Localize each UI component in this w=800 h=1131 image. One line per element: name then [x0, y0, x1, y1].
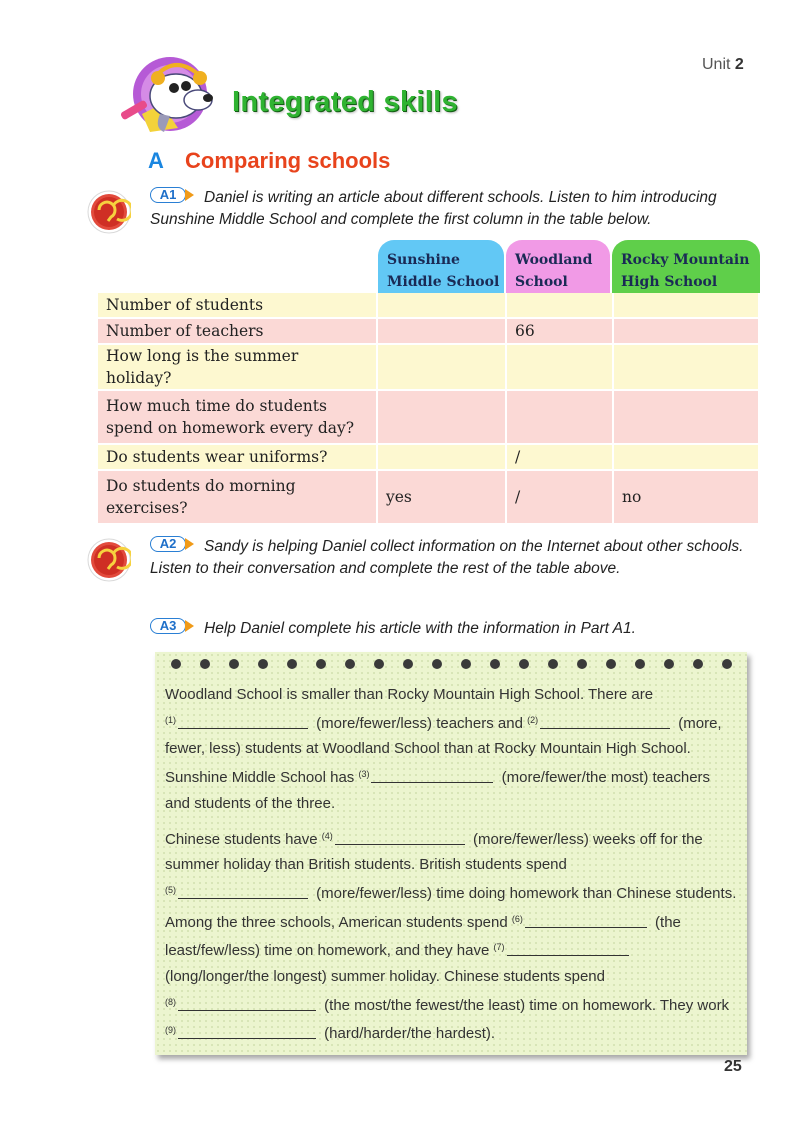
unit-label: Unit 2 — [702, 56, 744, 73]
notepad-hole-icon — [229, 659, 239, 669]
notepad-hole-icon — [374, 659, 384, 669]
comparison-table — [98, 293, 760, 525]
play-arrow-icon — [185, 620, 194, 632]
a3-badge: A3 — [150, 618, 196, 636]
section-heading: Integrated skills — [232, 86, 458, 118]
answer-blank-5[interactable] — [178, 884, 308, 899]
notepad-hole-icon — [664, 659, 674, 669]
answer-blank-8[interactable] — [178, 996, 316, 1011]
table-row — [98, 444, 759, 470]
section-title: Comparing schools — [185, 148, 391, 173]
table-cell[interactable] — [506, 293, 613, 318]
notepad-hole-icon — [577, 659, 587, 669]
row-label: Do students do morning exercises? — [98, 470, 377, 524]
article-paragraph-1: Woodland School is smaller than Rocky Mountain High School. There are $^{(1)}$ (more/fewer/less) teachers and $^{(2)}$ (more, fewer, less) students at Woodland School than at Rocky Mountain High School. Sunshine Middle School has $^{(3)}$ (more/fewer/the most) teachers and students of the three. — [165, 686, 722, 812]
row-label: Number of teachers — [98, 318, 377, 344]
notepad-hole-icon — [548, 659, 558, 669]
notepad-hole-icon — [171, 659, 181, 669]
notepad-hole-icon — [200, 659, 210, 669]
table-row — [98, 390, 759, 444]
table-cell[interactable] — [506, 344, 613, 390]
unit-number: 2 — [734, 56, 744, 73]
table-cell[interactable] — [377, 293, 506, 318]
notepad-hole-icon — [432, 659, 442, 669]
table-cell[interactable]: / — [506, 444, 613, 470]
notepad-hole-icon — [316, 659, 326, 669]
page-number: 25 — [724, 1058, 742, 1075]
answer-blank-7[interactable] — [507, 941, 629, 956]
a1-badge: A1 — [150, 187, 196, 205]
column-header-woodland: Woodland School — [506, 240, 610, 293]
table-row — [98, 344, 759, 390]
answer-blank-1[interactable] — [178, 714, 308, 729]
a2-instruction: A2 Sandy is helping Daniel collect information on the Internet about other schools. Listen to their conversation and complete the rest of the table above. — [150, 536, 744, 577]
article-text — [165, 682, 737, 1047]
notepad-hole-icon — [490, 659, 500, 669]
table-cell[interactable]: no — [613, 470, 759, 524]
table-cell[interactable]: 66 — [506, 318, 613, 344]
notepad-hole-icon — [403, 659, 413, 669]
play-arrow-icon — [185, 538, 194, 550]
table-cell[interactable] — [613, 390, 759, 444]
answer-blank-4[interactable] — [335, 830, 465, 845]
a1-instruction: A1 Daniel is writing an article about different schools. Listen to him introducing Sunshine Middle School and complete the first column in the table below. — [150, 187, 717, 228]
table-cell[interactable] — [613, 318, 759, 344]
table-cell[interactable] — [506, 390, 613, 444]
notepad-hole-icon — [461, 659, 471, 669]
table-cell[interactable] — [613, 344, 759, 390]
column-header-rocky-mountain: Rocky Mountain High School — [612, 240, 760, 293]
row-label: How much time do students spend on homework every day? — [98, 390, 377, 444]
notepad-hole-icon — [258, 659, 268, 669]
notepad-hole-icon — [345, 659, 355, 669]
table-cell[interactable] — [377, 318, 506, 344]
table-cell[interactable] — [377, 444, 506, 470]
notepad-hole-icon — [722, 659, 732, 669]
answer-blank-9[interactable] — [178, 1024, 316, 1039]
column-header-sunshine: Sunshine Middle School — [378, 240, 504, 293]
play-arrow-icon — [185, 189, 194, 201]
row-label: How long is the summer holiday? — [98, 344, 377, 390]
table-cell[interactable]: / — [506, 470, 613, 524]
answer-blank-3[interactable] — [371, 768, 493, 783]
table-cell[interactable] — [613, 444, 759, 470]
notepad-hole-icon — [606, 659, 616, 669]
listening-ear-icon — [87, 190, 131, 234]
a3-instruction: A3 Help Daniel complete his article with the information in Part A1. — [150, 618, 770, 640]
answer-blank-2[interactable] — [540, 714, 670, 729]
table-cell[interactable] — [377, 344, 506, 390]
table-row — [98, 470, 759, 524]
headphones-dog-mascot-icon — [118, 54, 230, 136]
row-label: Number of students — [98, 293, 377, 318]
article-notepad — [155, 652, 747, 1055]
article-paragraph-2: Chinese students have $^{(4)}$ (more/fewer/less) weeks off for the summer holiday than British students. British students spend $^{(5)}$ (more/fewer/less) time doing homework than Chinese students. Among the three schools, American students spend $^{(6)}$ (the least/few/less) time on homework, and they have $^{(7)}$ (long/longer/the longest) summer holiday. Chinese students spend $^{(8)}$ (the most/the fewest/the least) time on homework. They work $^{(9)}$ (hard/harder/the hardest). — [165, 830, 737, 1043]
listening-ear-icon — [87, 538, 131, 582]
table-row — [98, 318, 759, 344]
notepad-hole-icon — [693, 659, 703, 669]
row-label: Do students wear uniforms? — [98, 444, 377, 470]
answer-blank-6[interactable] — [525, 913, 647, 928]
table-row — [98, 293, 759, 318]
notepad-hole-icon — [635, 659, 645, 669]
notepad-hole-icon — [287, 659, 297, 669]
notepad-hole-icon — [519, 659, 529, 669]
table-cell[interactable] — [377, 390, 506, 444]
table-cell[interactable]: yes — [377, 470, 506, 524]
section-letter: A — [148, 148, 164, 173]
table-cell[interactable] — [613, 293, 759, 318]
a2-badge: A2 — [150, 536, 196, 554]
notepad-holes — [165, 659, 745, 671]
